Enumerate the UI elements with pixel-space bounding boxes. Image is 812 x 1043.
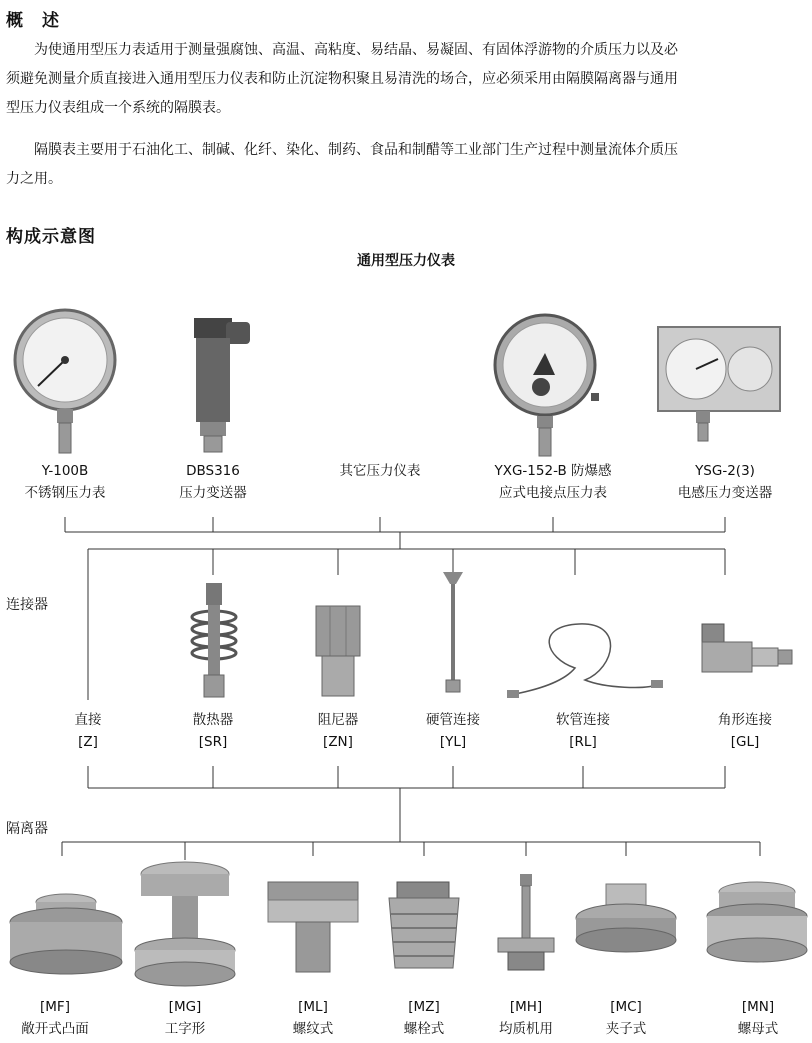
isolator-code: [MG] [168, 999, 202, 1015]
isolator-label-5 [499, 996, 553, 1040]
isolator-code: [ML] [298, 999, 328, 1015]
nut-isolator-image [704, 876, 810, 976]
paragraph-line: 隔膜表主要用于石油化工、制碱、化纤、染化、制药、食品和制醋等工业部门生产过程中测量流体介质压 [34, 142, 678, 158]
isolator-label-4 [404, 996, 445, 1040]
isolator-code: [MZ] [408, 999, 440, 1015]
gauge-name: 其它压力仪表 [339, 463, 421, 479]
damper-image [308, 596, 368, 702]
connector-label-4 [426, 709, 480, 753]
connector-label-1 [75, 709, 102, 753]
pressure-transmitter-image [186, 312, 256, 454]
isolator-name: 螺栓式 [403, 1021, 445, 1037]
gauge-label-2 [179, 460, 247, 504]
isolator-label-6 [606, 996, 647, 1040]
gauge-name: 压力变送器 [179, 485, 247, 501]
connector-name: 散热器 [192, 712, 234, 728]
gauge-name: 电感压力变送器 [677, 485, 773, 501]
isolator-code: [MC] [610, 999, 642, 1015]
paragraph-line: 为使通用型压力表适用于测量强腐蚀、高温、高粘度、易结晶、易凝固、有固体浮游物的介质压力以及必 [34, 42, 678, 58]
gauge-name: 应式电接点压力表 [498, 485, 607, 501]
gauge-model: YXG-152-B 防爆感 [494, 463, 612, 479]
i-type-isolator-image [132, 858, 238, 990]
gauge-model: DBS316 [186, 463, 240, 479]
isolator-code: [MH] [509, 999, 543, 1015]
connector-code: [SR] [198, 734, 228, 750]
connector-label-5 [556, 709, 610, 753]
pressure-gauge-image [8, 308, 122, 454]
paragraph-line: 型压力仪表组成一个系统的隔膜表。 [6, 100, 230, 116]
hose-image [505, 618, 665, 700]
hard-pipe-image [438, 568, 468, 696]
connector-name: 直接 [74, 712, 102, 728]
gauges-title: 通用型压力仪表 [357, 253, 455, 269]
angle-connector-image [696, 620, 796, 680]
isolator-name: 工字形 [164, 1021, 206, 1037]
homogenizer-isolator-image [494, 872, 558, 978]
clamp-isolator-image [572, 878, 680, 976]
connector-label-6 [718, 709, 772, 753]
gauge-name: 不锈钢压力表 [24, 485, 106, 501]
connector-code: [YL] [439, 734, 467, 750]
isolator-code: [MF] [40, 999, 70, 1015]
threaded-isolator-image [264, 878, 362, 976]
open-flange-isolator-image [6, 870, 126, 980]
connector-code: [ZN] [323, 734, 353, 750]
isolators-label: 隔离器 [6, 821, 48, 837]
connector-code: [Z] [78, 734, 98, 750]
connector-label-2 [193, 709, 234, 753]
gauge-label-4 [494, 460, 611, 504]
isolator-code: [MN] [741, 999, 775, 1015]
connector-name: 阻尼器 [317, 712, 359, 728]
connector-name: 软管连接 [556, 712, 610, 728]
isolator-label-7 [738, 996, 779, 1040]
isolator-name: 敞开式凸面 [21, 1021, 89, 1037]
gauge-model: Y-100B [41, 463, 89, 479]
gauge-label-1 [25, 460, 106, 504]
isolator-label-2 [165, 996, 206, 1040]
paragraph-line: 须避免测量介质直接进入通用型压力仪表和防止沉淀物积聚且易清洗的场合，应必须采用由隔膜隔离器与通用 [6, 71, 678, 87]
overview-heading: 概 述 [6, 11, 60, 31]
diagram-heading: 构成示意图 [6, 227, 96, 247]
connector-code: [GL] [730, 734, 760, 750]
connector-name: 角形连接 [718, 712, 772, 728]
isolator-name: 夹子式 [605, 1021, 647, 1037]
connector-label-3 [318, 709, 359, 753]
isolator-label-3 [293, 996, 334, 1040]
electric-contact-gauge-image [493, 313, 603, 457]
connector-name: 硬管连接 [426, 712, 480, 728]
radiator-image [186, 581, 242, 701]
isolator-name: 螺母式 [737, 1021, 779, 1037]
inductive-transmitter-image [656, 323, 782, 443]
isolator-name: 螺纹式 [292, 1021, 334, 1037]
gauge-label-3 [340, 460, 421, 482]
gauge-label-5 [678, 460, 773, 504]
gauge-model: YSG-2(3) [695, 463, 755, 479]
connectors-label: 连接器 [6, 597, 48, 613]
isolator-name: 均质机用 [499, 1021, 553, 1037]
isolator-label-1 [21, 996, 89, 1040]
bolted-isolator-image [383, 878, 465, 976]
paragraph-line: 力之用。 [6, 171, 62, 187]
connector-code: [RL] [569, 734, 597, 750]
